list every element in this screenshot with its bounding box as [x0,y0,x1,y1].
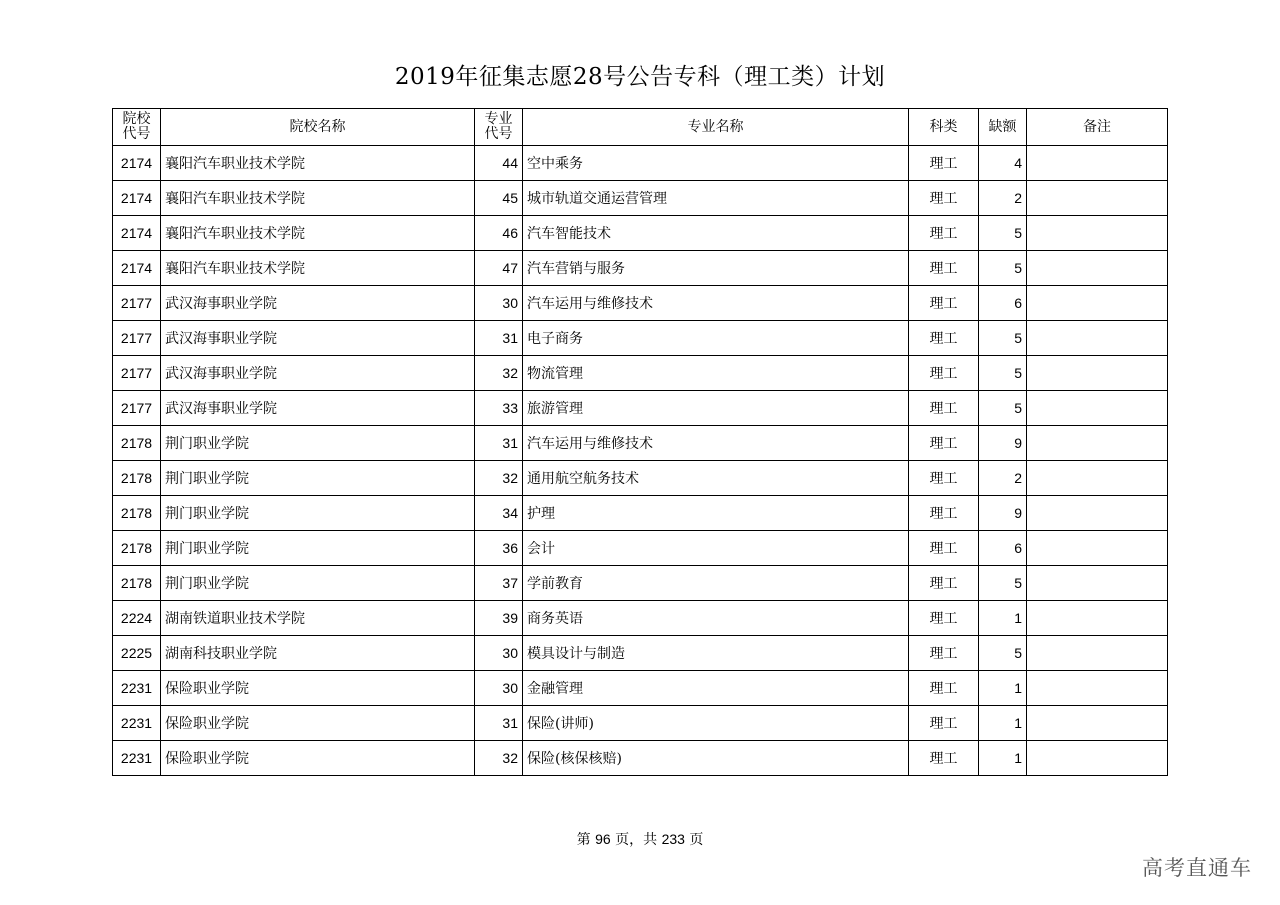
footer-middle: 页，共 [610,832,662,848]
cell-major-code: 32 [475,356,523,391]
cell-quota: 6 [979,286,1027,321]
footer-prefix: 第 [576,832,596,848]
cell-quota: 1 [979,671,1027,706]
cell-school-name: 襄阳汽车职业技术学院 [161,181,475,216]
cell-major-code: 30 [475,671,523,706]
cell-school-code: 2178 [113,496,161,531]
cell-major-code: 33 [475,391,523,426]
cell-category: 理工 [909,146,979,181]
table-row [113,496,1168,531]
header-category: 科类 [909,109,979,146]
cell-category: 理工 [909,251,979,286]
cell-major-code: 46 [475,216,523,251]
table-row [113,356,1168,391]
table-row [113,671,1168,706]
cell-major-name: 保险(讲师) [523,706,909,741]
cell-remark [1027,426,1168,461]
cell-major-name: 汽车运用与维修技术 [523,286,909,321]
cell-school-code: 2174 [113,216,161,251]
cell-remark [1027,706,1168,741]
table-row [113,426,1168,461]
cell-school-code: 2174 [113,181,161,216]
cell-major-code: 31 [475,321,523,356]
cell-category: 理工 [909,391,979,426]
cell-remark [1027,496,1168,531]
cell-remark [1027,146,1168,181]
cell-quota: 4 [979,146,1027,181]
header-major-code: 专业代号 [475,109,523,146]
cell-category: 理工 [909,461,979,496]
cell-school-name: 襄阳汽车职业技术学院 [161,251,475,286]
cell-school-name: 武汉海事职业学院 [161,286,475,321]
table-row [113,251,1168,286]
cell-school-code: 2177 [113,391,161,426]
cell-category: 理工 [909,181,979,216]
cell-major-code: 37 [475,566,523,601]
watermark: 高考直通车 [1142,856,1252,880]
cell-quota: 9 [979,426,1027,461]
cell-school-name: 保险职业学院 [161,741,475,776]
cell-major-name: 学前教育 [523,566,909,601]
cell-school-code: 2174 [113,146,161,181]
cell-major-name: 保险(核保核赔) [523,741,909,776]
footer-page-number: 96 [595,831,611,847]
cell-category: 理工 [909,741,979,776]
cell-category: 理工 [909,601,979,636]
cell-major-name: 城市轨道交通运营管理 [523,181,909,216]
cell-school-code: 2225 [113,636,161,671]
cell-major-name: 空中乘务 [523,146,909,181]
cell-school-name: 荆门职业学院 [161,531,475,566]
cell-category: 理工 [909,426,979,461]
table-row [113,286,1168,321]
cell-major-code: 34 [475,496,523,531]
cell-remark [1027,321,1168,356]
footer-total-pages: 233 [661,831,685,847]
header-school-name: 院校名称 [161,109,475,146]
cell-category: 理工 [909,636,979,671]
cell-quota: 2 [979,461,1027,496]
cell-school-name: 武汉海事职业学院 [161,391,475,426]
table-row [113,181,1168,216]
page-title: 2019年征集志愿28号公告专科（理工类）计划 [394,64,886,90]
cell-school-code: 2174 [113,251,161,286]
cell-major-code: 39 [475,601,523,636]
cell-school-code: 2178 [113,426,161,461]
table-row [113,741,1168,776]
cell-school-code: 2178 [113,566,161,601]
table-row [113,461,1168,496]
table-row [113,531,1168,566]
cell-major-code: 44 [475,146,523,181]
cell-major-name: 电子商务 [523,321,909,356]
cell-major-name: 汽车营销与服务 [523,251,909,286]
page-footer [0,829,1280,849]
cell-major-code: 47 [475,251,523,286]
cell-remark [1027,671,1168,706]
cell-major-code: 36 [475,531,523,566]
cell-remark [1027,286,1168,321]
cell-school-name: 保险职业学院 [161,706,475,741]
cell-major-name: 旅游管理 [523,391,909,426]
cell-quota: 5 [979,566,1027,601]
cell-major-name: 会计 [523,531,909,566]
cell-remark [1027,461,1168,496]
table-row [113,321,1168,356]
cell-school-name: 湖南科技职业学院 [161,636,475,671]
cell-category: 理工 [909,216,979,251]
cell-category: 理工 [909,706,979,741]
cell-major-name: 模具设计与制造 [523,636,909,671]
cell-major-name: 护理 [523,496,909,531]
cell-category: 理工 [909,286,979,321]
cell-major-code: 45 [475,181,523,216]
cell-remark [1027,181,1168,216]
cell-school-code: 2224 [113,601,161,636]
cell-quota: 5 [979,391,1027,426]
cell-school-code: 2177 [113,356,161,391]
cell-school-code: 2177 [113,286,161,321]
cell-quota: 5 [979,636,1027,671]
cell-major-code: 32 [475,741,523,776]
cell-remark [1027,356,1168,391]
cell-major-name: 金融管理 [523,671,909,706]
table-header-row [113,109,1168,146]
cell-major-name: 商务英语 [523,601,909,636]
cell-major-name: 汽车运用与维修技术 [523,426,909,461]
cell-school-name: 湖南铁道职业技术学院 [161,601,475,636]
cell-quota: 1 [979,706,1027,741]
cell-school-code: 2177 [113,321,161,356]
cell-school-code: 2231 [113,671,161,706]
cell-school-name: 荆门职业学院 [161,496,475,531]
cell-category: 理工 [909,566,979,601]
header-school-code: 院校代号 [113,109,161,146]
cell-category: 理工 [909,531,979,566]
cell-school-name: 保险职业学院 [161,671,475,706]
cell-school-code: 2178 [113,531,161,566]
cell-quota: 1 [979,741,1027,776]
cell-major-name: 物流管理 [523,356,909,391]
table-row [113,601,1168,636]
cell-remark [1027,636,1168,671]
cell-remark [1027,391,1168,426]
header-major-name: 专业名称 [523,109,909,146]
cell-remark [1027,251,1168,286]
table-row [113,391,1168,426]
cell-quota: 5 [979,216,1027,251]
cell-quota: 5 [979,321,1027,356]
cell-major-name: 汽车智能技术 [523,216,909,251]
table-row [113,216,1168,251]
cell-quota: 2 [979,181,1027,216]
cell-category: 理工 [909,671,979,706]
table-row [113,636,1168,671]
plan-table [112,108,1168,776]
cell-major-code: 30 [475,636,523,671]
cell-school-name: 武汉海事职业学院 [161,321,475,356]
cell-school-name: 荆门职业学院 [161,426,475,461]
cell-major-code: 31 [475,706,523,741]
cell-school-code: 2178 [113,461,161,496]
header-remark: 备注 [1027,109,1168,146]
cell-remark [1027,741,1168,776]
header-quota: 缺额 [979,109,1027,146]
table-row [113,566,1168,601]
cell-quota: 6 [979,531,1027,566]
table-row [113,706,1168,741]
cell-major-code: 32 [475,461,523,496]
cell-school-name: 襄阳汽车职业技术学院 [161,146,475,181]
cell-major-name: 通用航空航务技术 [523,461,909,496]
cell-major-code: 31 [475,426,523,461]
cell-category: 理工 [909,496,979,531]
cell-quota: 9 [979,496,1027,531]
cell-school-code: 2231 [113,741,161,776]
cell-remark [1027,566,1168,601]
cell-quota: 5 [979,356,1027,391]
cell-remark [1027,601,1168,636]
cell-school-name: 荆门职业学院 [161,566,475,601]
cell-school-name: 荆门职业学院 [161,461,475,496]
cell-quota: 1 [979,601,1027,636]
footer-suffix: 页 [684,832,704,848]
cell-school-name: 襄阳汽车职业技术学院 [161,216,475,251]
cell-quota: 5 [979,251,1027,286]
cell-category: 理工 [909,356,979,391]
cell-remark [1027,216,1168,251]
cell-major-code: 30 [475,286,523,321]
cell-remark [1027,531,1168,566]
cell-school-code: 2231 [113,706,161,741]
cell-school-name: 武汉海事职业学院 [161,356,475,391]
table-row [113,146,1168,181]
cell-category: 理工 [909,321,979,356]
